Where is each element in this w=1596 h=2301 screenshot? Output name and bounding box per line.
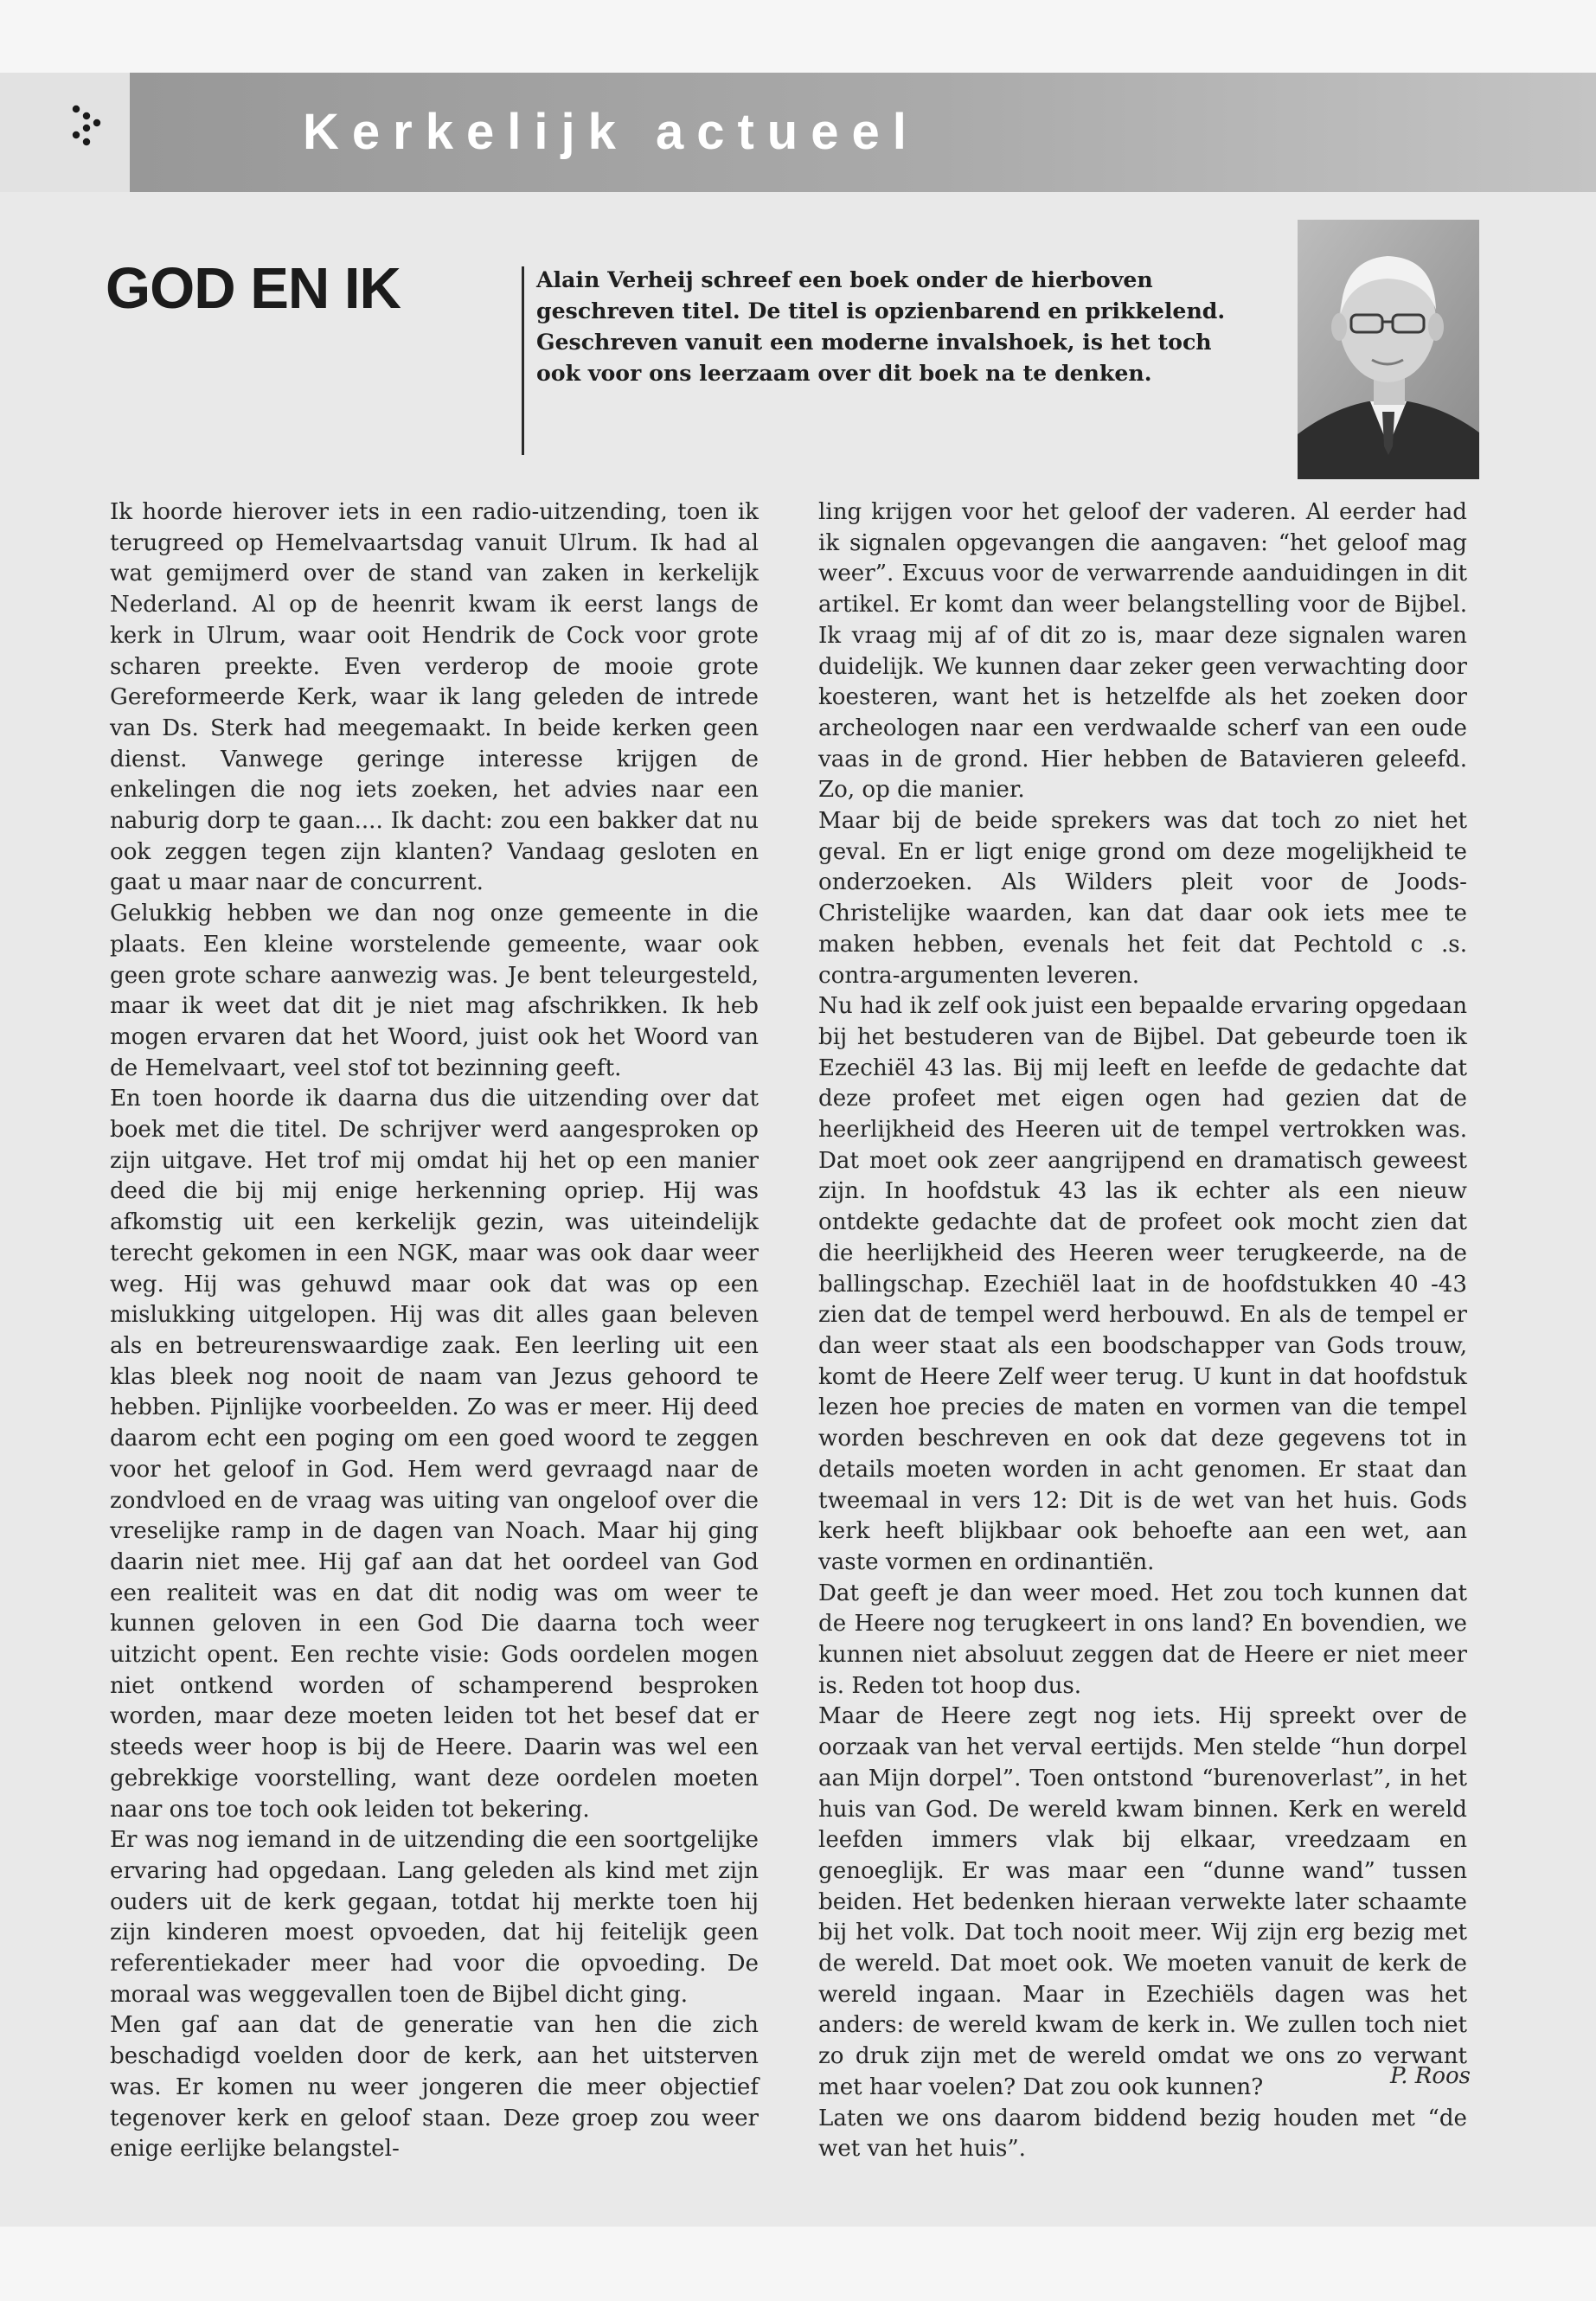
paragraph: Men gaf aan dat de generatie van hen die zich beschadigd voelden door de kerk, aan het uitsterven was. Er komen nu weer jongeren die meer objectief tegenover kerk en geloof staan. Deze groep zou weer enige eerlijke belangstel- <box>110 2012 759 2163</box>
paragraph: Ik hoorde hierover iets in een radio-uitzending, toen ik terugreed op Hemelvaartsdag vanuit Ulrum. Ik had al wat gemijmerd over de stand van zaken in kerkelijk Nederland. Al op de heenrit kwam ik eerst langs de kerk in Ulrum, waar ooit Hendrik de Cock voor grote scharen preekte. Even verderop de mooie grote Gereformeerde Kerk, waar ik lang geleden de intrede van Ds. Sterk had meegemaakt. In beide kerken geen dienst. Vanwege geringe interesse krijgen de enkelingen die nog iets zoeken, het advies naar een naburig dorp te gaan.... Ik dacht: zou een bakker dat nu ook zeggen tegen zijn klanten? Vandaag gesloten en gaat u maar naar de concurrent. <box>110 499 759 896</box>
paragraph: Gelukkig hebben we dan nog onze gemeente in die plaats. Een kleine worstelende gemeente, waar ook geen grote schare aanwezig was. Je bent teleurgesteld, maar ik weet dat dit je niet mag afschrikken. Ik heb mogen ervaren dat het Woord, juist ook het Woord van de Hemelvaart, veel stof tot bezinning geeft. <box>110 901 759 1081</box>
intro-divider <box>522 266 524 455</box>
section-header-fill <box>130 73 1596 192</box>
article-intro: Alain Verheij schreef een boek onder de hierboven geschreven titel. De titel is opzienbarend en prikkelend. Geschreven vanuit een moderne invalshoek, is het toch ook voor ons leerzaam over dit boek na te denken. <box>536 266 1226 386</box>
paragraph: Maar bij de beide sprekers was dat toch zo niet het geval. En er ligt enige grond om deze mogelijkheid te onderzoeken. Als Wilders pleit voor de Joods-Christelijke waarden, kan dat daar ook iets mee te maken hebben, evenals het feit dat Pechtold c .s. contra-argumenten leveren. <box>818 808 1467 989</box>
paragraph: ling krijgen voor het geloof der vaderen. Al eerder had ik signalen opgevangen die aangaven: “het geloof mag weer”. Excuus voor de verwarrende aanduidingen in dit artikel. Er komt dan weer belangstelling voor de Bijbel. Ik vraag mij af of dit zo is, maar deze signalen waren duidelijk. We kunnen daar zeker geen verwachting door koesteren, want het is hetzelfde als het zoeken door archeologen naar een verdwaalde scherf van een oude vaas in de grond. Hier hebben de Batavieren geleefd. Zo, op die manier. <box>818 499 1467 804</box>
paragraph: Laten we ons daarom biddend bezig houden met “de wet van het huis”. <box>818 2105 1467 2163</box>
left-column <box>110 497 759 2165</box>
paragraph: Nu had ik zelf ook juist een bepaalde ervaring opgedaan bij het bestuderen van de Bijbel. Dat gebeurde toen ik Ezechiël 43 las. Bij mij leeft en leefde de gedachte dat deze profeet met eigen ogen had gezien dat de heerlijkheid des Heeren uit de tempel vertrokken was. Dat moet ook zeer aangrijpend en dramatisch geweest zijn. In hoofdstuk 43 las ik echter als een nieuw ontdekte gedachte dat de profeet ook mocht zien dat die heerlijkheid des Heeren weer terugkeerde, na de ballingschap. Ezechiël laat in de hoofdstukken 40 -43 zien dat de tempel werd herbouwd. En als de tempel er dan weer staat als een boodschapper van Gods trouw, komt de Heere Zelf weer terug. U kunt in dat hoofdstuk lezen hoe precies de maten en vormen van die tempel worden beschreven en ook dat deze gegevens tot in details moeten worden in acht genomen. Er staat dan tweemaal in vers 12: Dit is de wet van het huis. Gods kerk heeft blijkbaar ook behoefte aan een wet, aan vaste vormen en ordinantiën. <box>818 993 1467 1575</box>
article-title: GOD EN IK <box>106 256 401 321</box>
section-header-tab <box>0 73 130 192</box>
paragraph: Er was nog iemand in de uitzending die een soortgelijke ervaring had opgedaan. Lang geleden als kind met zijn ouders uit de kerk gegaan, totdat hij merkte toen hij zijn kinderen moest opvoeden, dat hij feitelijk geen referentiekader meer had voor die opvoeding. De moraal was weggevallen toen de Bijbel dicht ging. <box>110 1827 759 2008</box>
right-column <box>818 497 1467 2165</box>
paragraph: Dat geeft je dan weer moed. Het zou toch kunnen dat de Heere nog terugkeert in ons land? En bovendien, we kunnen niet absoluut zeggen dat de Heere er niet meer is. Reden tot hoop dus. <box>818 1580 1467 1699</box>
author-signature: P. Roos <box>1390 2063 1471 2089</box>
paragraph: Maar de Heere zegt nog iets. Hij spreekt over de oorzaak van het verval eertijds. Men stelde “hun dorpel aan Mijn dorpel”. Toen ontstond “burenoverlast”, in het huis van God. De wereld kwam binnen. Kerk en wereld leefden immers vlak bij elkaar, vreedzaam en genoeglijk. Er was maar een “dunne wand” tussen beiden. Het bedenken hieraan verwekte later schaamte bij het volk. Dat toch nooit meer. Wij zijn erg bezig met de wereld. Dat moet ook. We moeten vanuit de kerk de wereld ingaan. Maar in Ezechiëls dagen was het anders: de wereld kwam de kerk in. We zullen toch niet zo druk zijn met de wereld omdat we ons zo verwant met haar voelen? Dat zou ook kunnen? <box>818 1703 1467 2100</box>
paragraph: En toen hoorde ik daarna dus die uitzending over dat boek met die titel. De schrijver werd aangesproken op zijn uitgave. Het trof mij omdat hij het op een manier deed die bij mij enige herkenning opriep. Hij was afkomstig uit een kerkelijk gezin, was uiteindelijk terecht gekomen in een NGK, maar was ook daar weer weg. Hij was gehuwd maar ook dat was op een mislukking uitgelopen. Hij was dit alles gaan beleven als en betreurenswaardige zaak. Een leerling uit een klas bleek nog nooit de naam van Jezus gehoord te hebben. Pijnlijke voorbeelden. Zo was er meer. Hij deed daarom echt een poging om een goed woord te zeggen voor het geloof in God. Hem werd gevraagd naar de zondvloed en de vraag was uiting van ongeloof over die vreselijke ramp in de dagen van Noach. Maar hij ging daarin niet mee. Hij gaf aan dat het oordeel van God een realiteit was en dat dit nodig was om weer te kunnen geloven in een God Die daarna toch weer uitzicht opent. Een rechte visie: Gods oordelen mogen niet ontkend worden of schamperend besproken worden, maar deze moeten leiden tot het besef dat er steeds weer hoop is bij de Heere. Daarin was wel een gebrekkige voorstelling, want deze oordelen moeten naar ons toe toch ook leiden tot bekering. <box>110 1086 759 1823</box>
section-title: Kerkelijk actueel <box>303 104 920 160</box>
author-portrait <box>1298 220 1479 479</box>
section-header-band <box>0 73 1596 192</box>
dot-arrow-icon <box>71 104 114 152</box>
